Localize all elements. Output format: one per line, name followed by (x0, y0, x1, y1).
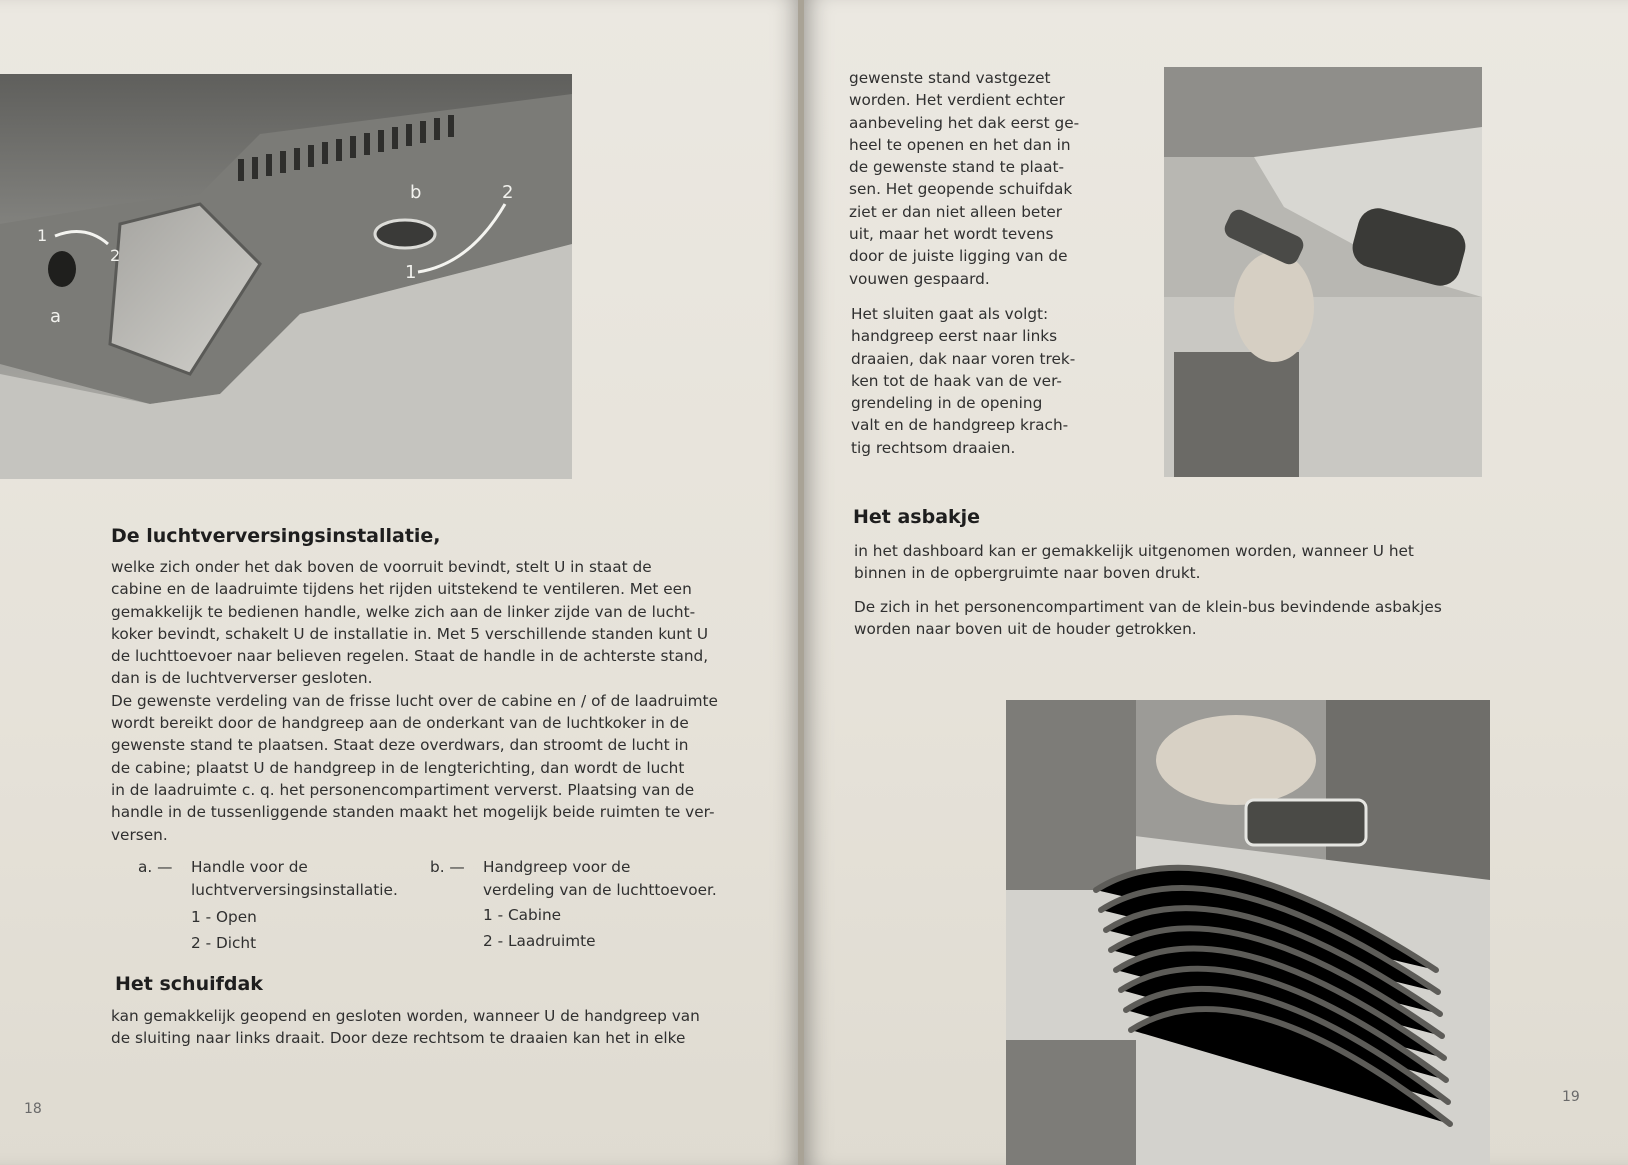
ashtray-image (1006, 700, 1490, 1165)
text-line: door de juiste ligging van de (849, 247, 1068, 266)
legend-a-line1: Handle voor de (191, 858, 308, 876)
sunroof-continued-paragraph (849, 67, 1094, 290)
page-number-right: 19 (1562, 1089, 1580, 1105)
text-line: tig rechtsom draaien. (851, 438, 1016, 457)
text-line: De zich in het personencompartiment van de klein-bus bevindende asbakjes (854, 598, 1442, 616)
text-line: De gewenste verdeling van de frisse lucht over de cabine en / of de laadruimte (111, 691, 718, 710)
ashtray-photo (1006, 700, 1490, 1165)
text-line: binnen in de opbergruimte naar boven drukt. (854, 564, 1201, 583)
ventilation-photo-image (0, 74, 572, 479)
text-line: de gewenste stand te plaat- (849, 158, 1065, 177)
legend-a-line2: luchtverversingsinstallatie. (191, 881, 398, 899)
page-number-left: 18 (24, 1101, 42, 1117)
text-line: handgreep eerst naar links (851, 327, 1058, 346)
ventilation-photo (0, 74, 572, 479)
text-line: Het sluiten gaat als volgt: (851, 305, 1049, 323)
label-b: b (410, 182, 422, 203)
text-line: in het dashboard kan er gemakkelijk uitgenomen worden, wanneer U het (854, 542, 1414, 560)
text-line: wordt bereikt door de handgreep aan de onderkant van de luchtkoker in de (111, 714, 689, 733)
text-line: in de laadruimte c. q. het personencompartiment ververst. Plaatsing van de (111, 780, 695, 799)
text-line: dan is de luchtververser gesloten. (111, 669, 373, 688)
text-line: gemakkelijk te bedienen handle, welke zich aan de linker zijde van de lucht- (111, 602, 696, 621)
sunroof-handle-photo (1164, 67, 1482, 477)
text-line: gewenste stand vastgezet (849, 69, 1051, 87)
text-line: handle in de tussenliggende standen maakt het mogelijk beide ruimten te ver- (111, 803, 715, 822)
left-page (0, 0, 800, 1165)
sunroof-paragraph (111, 1005, 746, 1050)
text-line: welke zich onder het dak boven de voorruit bevindt, stelt U in staat de (111, 558, 652, 576)
text-line: heel te openen en het dan in (849, 135, 1071, 154)
legend-b-line2: verdeling van de luchttoevoer. (483, 881, 717, 899)
ventilation-paragraph (111, 556, 746, 846)
ashtray-paragraph-2 (854, 596, 1494, 641)
closing-instructions-paragraph (851, 303, 1094, 459)
text-line: uit, maar het wordt tevens (849, 225, 1054, 244)
legend-a-item1: 1 - Open (191, 908, 257, 926)
text-line: sen. Het geopende schuifdak (849, 180, 1073, 199)
section-heading-ashtray: Het asbakje (853, 506, 981, 528)
text-line: vouwen gespaard. (849, 269, 990, 288)
text-line: valt en de handgreep krach- (851, 416, 1069, 435)
text-line: ziet er dan niet alleen beter (849, 202, 1063, 221)
legend-b-prefix: b. — (430, 858, 465, 876)
text-line: aanbeveling het dak eerst ge- (849, 113, 1080, 132)
legend-a-prefix: a. — (138, 858, 173, 876)
label-2-right: 2 (502, 182, 514, 203)
text-line: worden. Het verdient echter (849, 91, 1065, 110)
legend-a-item2: 2 - Dicht (191, 934, 257, 952)
sunroof-handle-image (1164, 67, 1482, 477)
text-line: versen. (111, 825, 168, 844)
text-line: de sluiting naar links draait. Door deze rechtsom te draaien kan het in elke (111, 1029, 686, 1048)
text-line: kan gemakkelijk geopend en gesloten worden, wanneer U de handgreep van (111, 1007, 700, 1025)
text-line: de luchttoevoer naar believen regelen. Staat de handle in de achterste stand, (111, 647, 709, 666)
text-line: grendeling in de opening (851, 394, 1043, 413)
legend-b-line1: Handgreep voor de (483, 858, 631, 876)
label-2-left: 2 (110, 246, 121, 265)
label-1-left: 1 (37, 226, 48, 245)
text-line: ken tot de haak van de ver- (851, 371, 1062, 390)
section-heading-ventilation: De luchtverversingsinstallatie, (111, 525, 441, 547)
text-line: worden naar boven uit de houder getrokken. (854, 620, 1197, 639)
ashtray-paragraph-1 (854, 540, 1494, 585)
text-line: gewenste stand te plaatsen. Staat deze overdwars, dan stroomt de lucht in (111, 736, 689, 755)
legend-b-item2: 2 - Laadruimte (483, 932, 596, 950)
legend-b-item1: 1 - Cabine (483, 906, 562, 924)
text-line: de cabine; plaatst U de handgreep in de lengterichting, dan wordt de lucht (111, 758, 685, 777)
label-a: a (50, 306, 62, 327)
text-line: cabine en de laadruimte tijdens het rijden uitstekend te ventileren. Met een (111, 580, 692, 599)
text-line: draaien, dak naar voren trek- (851, 349, 1076, 368)
right-page (804, 0, 1628, 1165)
label-1-right: 1 (405, 262, 417, 283)
section-heading-sunroof: Het schuifdak (115, 973, 263, 995)
text-line: koker bevindt, schakelt U de installatie in. Met 5 verschillende standen kunt U (111, 624, 709, 643)
